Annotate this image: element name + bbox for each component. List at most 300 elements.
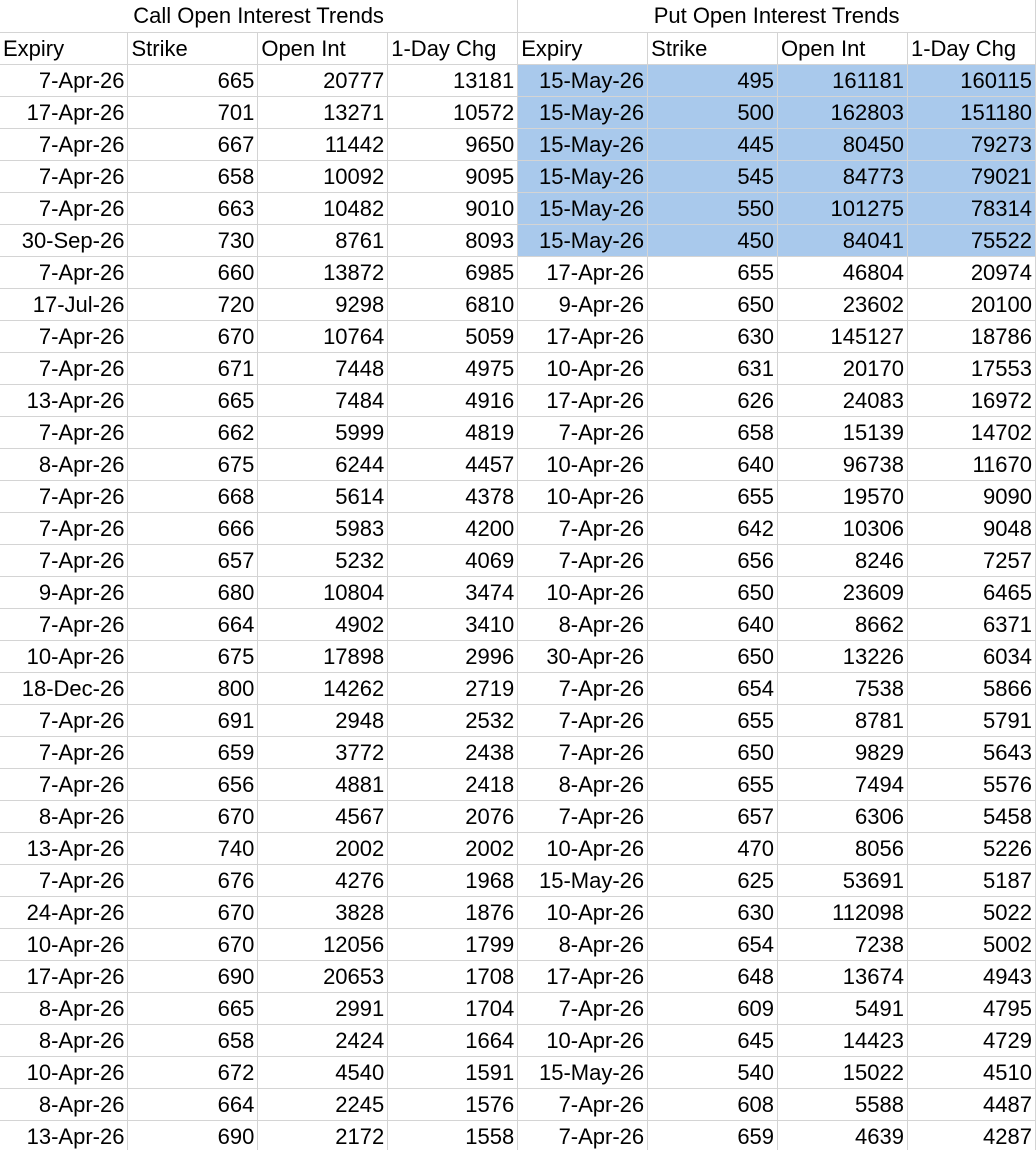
put-expiry-cell[interactable]: 15-May-26 bbox=[518, 224, 648, 256]
put-1day-chg-cell[interactable]: 151180 bbox=[907, 96, 1035, 128]
call-open-int-cell[interactable]: 4567 bbox=[258, 800, 388, 832]
call-strike-cell[interactable]: 670 bbox=[128, 800, 258, 832]
call-expiry-cell[interactable]: 7-Apr-26 bbox=[0, 128, 128, 160]
call-open-int-cell[interactable]: 3828 bbox=[258, 896, 388, 928]
put-expiry-cell[interactable]: 7-Apr-26 bbox=[518, 544, 648, 576]
call-open-int-cell[interactable]: 10092 bbox=[258, 160, 388, 192]
put-strike-cell[interactable]: 495 bbox=[648, 64, 778, 96]
call-1day-chg-cell[interactable]: 9650 bbox=[388, 128, 518, 160]
call-1day-chg-cell[interactable]: 8093 bbox=[388, 224, 518, 256]
put-1day-chg-cell[interactable]: 5226 bbox=[907, 832, 1035, 864]
put-expiry-cell[interactable]: 7-Apr-26 bbox=[518, 736, 648, 768]
call-expiry-cell[interactable]: 17-Jul-26 bbox=[0, 288, 128, 320]
put-expiry-cell[interactable]: 30-Apr-26 bbox=[518, 640, 648, 672]
put-1day-chg-cell[interactable]: 79021 bbox=[907, 160, 1035, 192]
put-1day-chg-cell[interactable]: 20100 bbox=[907, 288, 1035, 320]
put-expiry-cell[interactable]: 17-Apr-26 bbox=[518, 384, 648, 416]
header-put-strike[interactable]: Strike bbox=[648, 32, 778, 64]
put-1day-chg-cell[interactable]: 79273 bbox=[907, 128, 1035, 160]
call-expiry-cell[interactable]: 10-Apr-26 bbox=[0, 640, 128, 672]
call-open-int-cell[interactable]: 4540 bbox=[258, 1056, 388, 1088]
put-expiry-cell[interactable]: 8-Apr-26 bbox=[518, 768, 648, 800]
put-expiry-cell[interactable]: 10-Apr-26 bbox=[518, 352, 648, 384]
call-1day-chg-cell[interactable]: 4819 bbox=[388, 416, 518, 448]
put-1day-chg-cell[interactable]: 5458 bbox=[907, 800, 1035, 832]
put-open-int-cell[interactable]: 7538 bbox=[778, 672, 908, 704]
put-open-int-cell[interactable]: 5588 bbox=[778, 1088, 908, 1120]
call-open-int-cell[interactable]: 5999 bbox=[258, 416, 388, 448]
put-open-int-cell[interactable]: 13226 bbox=[778, 640, 908, 672]
call-open-int-cell[interactable]: 10764 bbox=[258, 320, 388, 352]
call-expiry-cell[interactable]: 13-Apr-26 bbox=[0, 832, 128, 864]
put-strike-cell[interactable]: 654 bbox=[648, 672, 778, 704]
put-expiry-cell[interactable]: 7-Apr-26 bbox=[518, 416, 648, 448]
call-strike-cell[interactable]: 671 bbox=[128, 352, 258, 384]
put-strike-cell[interactable]: 655 bbox=[648, 704, 778, 736]
call-strike-cell[interactable]: 666 bbox=[128, 512, 258, 544]
put-1day-chg-cell[interactable]: 14702 bbox=[907, 416, 1035, 448]
call-open-int-cell[interactable]: 5614 bbox=[258, 480, 388, 512]
call-expiry-cell[interactable]: 7-Apr-26 bbox=[0, 768, 128, 800]
put-strike-cell[interactable]: 655 bbox=[648, 768, 778, 800]
table-row bbox=[0, 96, 1036, 128]
put-open-int-cell[interactable]: 145127 bbox=[778, 320, 908, 352]
call-1day-chg-cell[interactable]: 4200 bbox=[388, 512, 518, 544]
put-open-int-cell[interactable]: 8781 bbox=[778, 704, 908, 736]
put-1day-chg-cell[interactable]: 5022 bbox=[907, 896, 1035, 928]
put-strike-cell[interactable]: 655 bbox=[648, 256, 778, 288]
put-strike-cell[interactable]: 650 bbox=[648, 640, 778, 672]
put-expiry-cell[interactable]: 10-Apr-26 bbox=[518, 1024, 648, 1056]
put-1day-chg-cell[interactable]: 78314 bbox=[907, 192, 1035, 224]
call-strike-cell[interactable]: 663 bbox=[128, 192, 258, 224]
put-open-int-cell[interactable]: 80450 bbox=[778, 128, 908, 160]
put-open-int-cell[interactable]: 20170 bbox=[778, 352, 908, 384]
put-expiry-cell[interactable]: 8-Apr-26 bbox=[518, 928, 648, 960]
call-open-int-cell[interactable]: 4881 bbox=[258, 768, 388, 800]
call-expiry-cell[interactable]: 7-Apr-26 bbox=[0, 192, 128, 224]
call-expiry-cell[interactable]: 24-Apr-26 bbox=[0, 896, 128, 928]
put-open-int-cell[interactable]: 5491 bbox=[778, 992, 908, 1024]
call-strike-cell[interactable]: 676 bbox=[128, 864, 258, 896]
put-strike-cell[interactable]: 648 bbox=[648, 960, 778, 992]
table-row bbox=[0, 160, 1036, 192]
put-expiry-cell[interactable]: 8-Apr-26 bbox=[518, 608, 648, 640]
call-1day-chg-cell[interactable]: 2076 bbox=[388, 800, 518, 832]
call-open-int-cell[interactable]: 13271 bbox=[258, 96, 388, 128]
table-row bbox=[0, 928, 1036, 960]
call-1day-chg-cell[interactable]: 4457 bbox=[388, 448, 518, 480]
call-strike-cell[interactable]: 680 bbox=[128, 576, 258, 608]
put-open-int-cell[interactable]: 46804 bbox=[778, 256, 908, 288]
call-expiry-cell[interactable]: 8-Apr-26 bbox=[0, 1024, 128, 1056]
call-strike-cell[interactable]: 672 bbox=[128, 1056, 258, 1088]
call-open-int-cell[interactable]: 3772 bbox=[258, 736, 388, 768]
put-expiry-cell[interactable]: 7-Apr-26 bbox=[518, 512, 648, 544]
call-expiry-cell[interactable]: 18-Dec-26 bbox=[0, 672, 128, 704]
table-row bbox=[0, 64, 1036, 96]
call-expiry-cell[interactable]: 7-Apr-26 bbox=[0, 480, 128, 512]
put-expiry-cell[interactable]: 7-Apr-26 bbox=[518, 672, 648, 704]
call-1day-chg-cell[interactable]: 2719 bbox=[388, 672, 518, 704]
call-1day-chg-cell[interactable]: 3474 bbox=[388, 576, 518, 608]
call-strike-cell[interactable]: 665 bbox=[128, 384, 258, 416]
call-1day-chg-cell[interactable]: 3410 bbox=[388, 608, 518, 640]
put-expiry-cell[interactable]: 7-Apr-26 bbox=[518, 800, 648, 832]
call-strike-cell[interactable]: 720 bbox=[128, 288, 258, 320]
call-open-int-cell[interactable]: 4902 bbox=[258, 608, 388, 640]
put-1day-chg-cell[interactable]: 7257 bbox=[907, 544, 1035, 576]
call-1day-chg-cell[interactable]: 1704 bbox=[388, 992, 518, 1024]
call-1day-chg-cell[interactable]: 5059 bbox=[388, 320, 518, 352]
put-expiry-cell[interactable]: 10-Apr-26 bbox=[518, 576, 648, 608]
put-strike-cell[interactable]: 545 bbox=[648, 160, 778, 192]
put-1day-chg-cell[interactable]: 4795 bbox=[907, 992, 1035, 1024]
call-expiry-cell[interactable]: 7-Apr-26 bbox=[0, 512, 128, 544]
put-strike-cell[interactable]: 540 bbox=[648, 1056, 778, 1088]
table-row bbox=[0, 1088, 1036, 1120]
put-expiry-cell[interactable]: 10-Apr-26 bbox=[518, 896, 648, 928]
call-strike-cell[interactable]: 670 bbox=[128, 896, 258, 928]
title-row bbox=[0, 0, 1036, 32]
put-strike-cell[interactable]: 608 bbox=[648, 1088, 778, 1120]
call-expiry-cell[interactable]: 7-Apr-26 bbox=[0, 64, 128, 96]
put-open-int-cell[interactable]: 15139 bbox=[778, 416, 908, 448]
call-strike-cell[interactable]: 658 bbox=[128, 160, 258, 192]
table-row bbox=[0, 832, 1036, 864]
put-expiry-cell[interactable]: 17-Apr-26 bbox=[518, 320, 648, 352]
call-1day-chg-cell[interactable]: 13181 bbox=[388, 64, 518, 96]
table-row bbox=[0, 640, 1036, 672]
call-1day-chg-cell[interactable]: 4916 bbox=[388, 384, 518, 416]
put-open-int-cell[interactable]: 15022 bbox=[778, 1056, 908, 1088]
call-1day-chg-cell[interactable]: 6985 bbox=[388, 256, 518, 288]
put-expiry-cell[interactable]: 7-Apr-26 bbox=[518, 1088, 648, 1120]
call-open-int-cell[interactable]: 6244 bbox=[258, 448, 388, 480]
put-strike-cell[interactable]: 609 bbox=[648, 992, 778, 1024]
table-row bbox=[0, 768, 1036, 800]
put-open-int-cell[interactable]: 96738 bbox=[778, 448, 908, 480]
call-1day-chg-cell[interactable]: 4069 bbox=[388, 544, 518, 576]
call-expiry-cell[interactable]: 7-Apr-26 bbox=[0, 160, 128, 192]
call-expiry-cell[interactable]: 7-Apr-26 bbox=[0, 736, 128, 768]
put-strike-cell[interactable]: 630 bbox=[648, 320, 778, 352]
call-strike-cell[interactable]: 662 bbox=[128, 416, 258, 448]
put-open-int-cell[interactable]: 8056 bbox=[778, 832, 908, 864]
call-open-int-cell[interactable]: 2991 bbox=[258, 992, 388, 1024]
put-open-int-cell[interactable]: 24083 bbox=[778, 384, 908, 416]
put-1day-chg-cell[interactable]: 11670 bbox=[907, 448, 1035, 480]
put-title-cell[interactable]: Put Open Interest Trends bbox=[518, 0, 1036, 32]
put-strike-cell[interactable]: 626 bbox=[648, 384, 778, 416]
put-1day-chg-cell[interactable]: 160115 bbox=[907, 64, 1035, 96]
call-strike-cell[interactable]: 701 bbox=[128, 96, 258, 128]
call-1day-chg-cell[interactable]: 1799 bbox=[388, 928, 518, 960]
call-expiry-cell[interactable]: 13-Apr-26 bbox=[0, 384, 128, 416]
call-title-cell[interactable]: Call Open Interest Trends bbox=[0, 0, 518, 32]
put-open-int-cell[interactable]: 7238 bbox=[778, 928, 908, 960]
call-open-int-cell[interactable]: 20653 bbox=[258, 960, 388, 992]
put-strike-cell[interactable]: 654 bbox=[648, 928, 778, 960]
put-open-int-cell[interactable]: 23609 bbox=[778, 576, 908, 608]
call-open-int-cell[interactable]: 14262 bbox=[258, 672, 388, 704]
call-strike-cell[interactable]: 656 bbox=[128, 768, 258, 800]
call-strike-cell[interactable]: 740 bbox=[128, 832, 258, 864]
call-expiry-cell[interactable]: 30-Sep-26 bbox=[0, 224, 128, 256]
call-strike-cell[interactable]: 690 bbox=[128, 960, 258, 992]
call-strike-cell[interactable]: 668 bbox=[128, 480, 258, 512]
table-row bbox=[0, 1024, 1036, 1056]
call-1day-chg-cell[interactable]: 9095 bbox=[388, 160, 518, 192]
call-open-int-cell[interactable]: 2424 bbox=[258, 1024, 388, 1056]
call-expiry-cell[interactable]: 10-Apr-26 bbox=[0, 928, 128, 960]
table-row bbox=[0, 416, 1036, 448]
put-expiry-cell[interactable]: 7-Apr-26 bbox=[518, 704, 648, 736]
call-strike-cell[interactable]: 670 bbox=[128, 928, 258, 960]
put-expiry-cell[interactable]: 17-Apr-26 bbox=[518, 256, 648, 288]
call-expiry-cell[interactable]: 8-Apr-26 bbox=[0, 800, 128, 832]
put-open-int-cell[interactable]: 8246 bbox=[778, 544, 908, 576]
call-open-int-cell[interactable]: 2948 bbox=[258, 704, 388, 736]
put-expiry-cell[interactable]: 15-May-26 bbox=[518, 1056, 648, 1088]
put-strike-cell[interactable]: 445 bbox=[648, 128, 778, 160]
call-open-int-cell[interactable]: 10804 bbox=[258, 576, 388, 608]
call-1day-chg-cell[interactable]: 1708 bbox=[388, 960, 518, 992]
call-open-int-cell[interactable]: 17898 bbox=[258, 640, 388, 672]
header-call-strike[interactable]: Strike bbox=[128, 32, 258, 64]
put-expiry-cell[interactable]: 10-Apr-26 bbox=[518, 832, 648, 864]
call-expiry-cell[interactable]: 9-Apr-26 bbox=[0, 576, 128, 608]
call-strike-cell[interactable]: 664 bbox=[128, 608, 258, 640]
call-expiry-cell[interactable]: 7-Apr-26 bbox=[0, 704, 128, 736]
call-strike-cell[interactable]: 660 bbox=[128, 256, 258, 288]
call-1day-chg-cell[interactable]: 1876 bbox=[388, 896, 518, 928]
call-expiry-cell[interactable]: 8-Apr-26 bbox=[0, 448, 128, 480]
put-strike-cell[interactable]: 650 bbox=[648, 288, 778, 320]
call-open-int-cell[interactable]: 2245 bbox=[258, 1088, 388, 1120]
call-1day-chg-cell[interactable]: 2996 bbox=[388, 640, 518, 672]
call-strike-cell[interactable]: 691 bbox=[128, 704, 258, 736]
put-strike-cell[interactable]: 500 bbox=[648, 96, 778, 128]
put-open-int-cell[interactable]: 6306 bbox=[778, 800, 908, 832]
put-1day-chg-cell[interactable]: 18786 bbox=[907, 320, 1035, 352]
put-strike-cell[interactable]: 650 bbox=[648, 576, 778, 608]
put-open-int-cell[interactable]: 84041 bbox=[778, 224, 908, 256]
put-open-int-cell[interactable]: 19570 bbox=[778, 480, 908, 512]
put-open-int-cell[interactable]: 13674 bbox=[778, 960, 908, 992]
put-1day-chg-cell[interactable]: 17553 bbox=[907, 352, 1035, 384]
call-strike-cell[interactable]: 657 bbox=[128, 544, 258, 576]
put-strike-cell[interactable]: 625 bbox=[648, 864, 778, 896]
put-1day-chg-cell[interactable]: 5002 bbox=[907, 928, 1035, 960]
put-1day-chg-cell[interactable]: 6371 bbox=[907, 608, 1035, 640]
call-open-int-cell[interactable]: 11442 bbox=[258, 128, 388, 160]
put-strike-cell[interactable]: 631 bbox=[648, 352, 778, 384]
call-1day-chg-cell[interactable]: 6810 bbox=[388, 288, 518, 320]
call-strike-cell[interactable]: 665 bbox=[128, 992, 258, 1024]
put-1day-chg-cell[interactable]: 75522 bbox=[907, 224, 1035, 256]
put-expiry-cell[interactable]: 15-May-26 bbox=[518, 64, 648, 96]
table-row bbox=[0, 864, 1036, 896]
put-open-int-cell[interactable]: 112098 bbox=[778, 896, 908, 928]
call-1day-chg-cell[interactable]: 10572 bbox=[388, 96, 518, 128]
put-strike-cell[interactable]: 470 bbox=[648, 832, 778, 864]
header-put-open-int[interactable]: Open Int bbox=[778, 32, 908, 64]
call-expiry-cell[interactable]: 8-Apr-26 bbox=[0, 992, 128, 1024]
call-expiry-cell[interactable]: 7-Apr-26 bbox=[0, 544, 128, 576]
put-strike-cell[interactable]: 645 bbox=[648, 1024, 778, 1056]
put-open-int-cell[interactable]: 161181 bbox=[778, 64, 908, 96]
put-expiry-cell[interactable]: 15-May-26 bbox=[518, 864, 648, 896]
table-row bbox=[0, 800, 1036, 832]
call-1day-chg-cell[interactable]: 9010 bbox=[388, 192, 518, 224]
put-strike-cell[interactable]: 630 bbox=[648, 896, 778, 928]
call-strike-cell[interactable]: 665 bbox=[128, 64, 258, 96]
put-1day-chg-cell[interactable]: 4729 bbox=[907, 1024, 1035, 1056]
header-put-expiry[interactable]: Expiry bbox=[518, 32, 648, 64]
put-1day-chg-cell[interactable]: 6034 bbox=[907, 640, 1035, 672]
call-open-int-cell[interactable]: 2002 bbox=[258, 832, 388, 864]
put-1day-chg-cell[interactable]: 16972 bbox=[907, 384, 1035, 416]
table-row bbox=[0, 896, 1036, 928]
header-call-open-int[interactable]: Open Int bbox=[258, 32, 388, 64]
call-1day-chg-cell[interactable]: 2438 bbox=[388, 736, 518, 768]
call-expiry-cell[interactable]: 17-Apr-26 bbox=[0, 96, 128, 128]
put-expiry-cell[interactable]: 17-Apr-26 bbox=[518, 960, 648, 992]
call-strike-cell[interactable]: 730 bbox=[128, 224, 258, 256]
call-1day-chg-cell[interactable]: 1968 bbox=[388, 864, 518, 896]
put-strike-cell[interactable]: 655 bbox=[648, 480, 778, 512]
put-open-int-cell[interactable]: 14423 bbox=[778, 1024, 908, 1056]
header-call-expiry[interactable]: Expiry bbox=[0, 32, 128, 64]
put-strike-cell[interactable]: 659 bbox=[648, 1120, 778, 1150]
call-strike-cell[interactable]: 659 bbox=[128, 736, 258, 768]
put-open-int-cell[interactable]: 162803 bbox=[778, 96, 908, 128]
put-1day-chg-cell[interactable]: 4287 bbox=[907, 1120, 1035, 1150]
put-1day-chg-cell[interactable]: 5866 bbox=[907, 672, 1035, 704]
header-call-1day-chg[interactable]: 1-Day Chg bbox=[388, 32, 518, 64]
header-put-1day-chg[interactable]: 1-Day Chg bbox=[907, 32, 1035, 64]
put-1day-chg-cell[interactable]: 5576 bbox=[907, 768, 1035, 800]
put-strike-cell[interactable]: 550 bbox=[648, 192, 778, 224]
call-expiry-cell[interactable]: 10-Apr-26 bbox=[0, 1056, 128, 1088]
call-expiry-cell[interactable]: 17-Apr-26 bbox=[0, 960, 128, 992]
put-strike-cell[interactable]: 640 bbox=[648, 448, 778, 480]
put-open-int-cell[interactable]: 84773 bbox=[778, 160, 908, 192]
call-expiry-cell[interactable]: 7-Apr-26 bbox=[0, 352, 128, 384]
put-expiry-cell[interactable]: 10-Apr-26 bbox=[518, 448, 648, 480]
call-1day-chg-cell[interactable]: 1558 bbox=[388, 1120, 518, 1150]
call-1day-chg-cell[interactable]: 4378 bbox=[388, 480, 518, 512]
put-expiry-cell[interactable]: 15-May-26 bbox=[518, 192, 648, 224]
put-expiry-cell[interactable]: 10-Apr-26 bbox=[518, 480, 648, 512]
table-row bbox=[0, 608, 1036, 640]
call-expiry-cell[interactable]: 7-Apr-26 bbox=[0, 320, 128, 352]
table-row bbox=[0, 1120, 1036, 1150]
put-1day-chg-cell[interactable]: 5187 bbox=[907, 864, 1035, 896]
call-1day-chg-cell[interactable]: 1576 bbox=[388, 1088, 518, 1120]
put-expiry-cell[interactable]: 15-May-26 bbox=[518, 128, 648, 160]
call-strike-cell[interactable]: 675 bbox=[128, 448, 258, 480]
call-1day-chg-cell[interactable]: 2418 bbox=[388, 768, 518, 800]
call-1day-chg-cell[interactable]: 2532 bbox=[388, 704, 518, 736]
put-strike-cell[interactable]: 650 bbox=[648, 736, 778, 768]
put-1day-chg-cell[interactable]: 4943 bbox=[907, 960, 1035, 992]
put-open-int-cell[interactable]: 10306 bbox=[778, 512, 908, 544]
put-open-int-cell[interactable]: 7494 bbox=[778, 768, 908, 800]
call-strike-cell[interactable]: 667 bbox=[128, 128, 258, 160]
call-open-int-cell[interactable]: 7448 bbox=[258, 352, 388, 384]
call-open-int-cell[interactable]: 4276 bbox=[258, 864, 388, 896]
call-expiry-cell[interactable]: 7-Apr-26 bbox=[0, 416, 128, 448]
call-1day-chg-cell[interactable]: 1664 bbox=[388, 1024, 518, 1056]
put-strike-cell[interactable]: 657 bbox=[648, 800, 778, 832]
put-open-int-cell[interactable]: 101275 bbox=[778, 192, 908, 224]
call-1day-chg-cell[interactable]: 2002 bbox=[388, 832, 518, 864]
put-1day-chg-cell[interactable]: 4510 bbox=[907, 1056, 1035, 1088]
put-open-int-cell[interactable]: 23602 bbox=[778, 288, 908, 320]
put-open-int-cell[interactable]: 4639 bbox=[778, 1120, 908, 1150]
call-open-int-cell[interactable]: 9298 bbox=[258, 288, 388, 320]
call-1day-chg-cell[interactable]: 4975 bbox=[388, 352, 518, 384]
call-strike-cell[interactable]: 800 bbox=[128, 672, 258, 704]
call-expiry-cell[interactable]: 7-Apr-26 bbox=[0, 256, 128, 288]
table-row bbox=[0, 288, 1036, 320]
put-expiry-cell[interactable]: 7-Apr-26 bbox=[518, 1120, 648, 1150]
put-expiry-cell[interactable]: 15-May-26 bbox=[518, 96, 648, 128]
put-1day-chg-cell[interactable]: 5791 bbox=[907, 704, 1035, 736]
call-strike-cell[interactable]: 658 bbox=[128, 1024, 258, 1056]
put-strike-cell[interactable]: 658 bbox=[648, 416, 778, 448]
put-1day-chg-cell[interactable]: 5643 bbox=[907, 736, 1035, 768]
put-open-int-cell[interactable]: 8662 bbox=[778, 608, 908, 640]
put-1day-chg-cell[interactable]: 4487 bbox=[907, 1088, 1035, 1120]
call-expiry-cell[interactable]: 7-Apr-26 bbox=[0, 608, 128, 640]
call-expiry-cell[interactable]: 7-Apr-26 bbox=[0, 864, 128, 896]
put-expiry-cell[interactable]: 9-Apr-26 bbox=[518, 288, 648, 320]
put-open-int-cell[interactable]: 9829 bbox=[778, 736, 908, 768]
call-open-int-cell[interactable]: 12056 bbox=[258, 928, 388, 960]
put-1day-chg-cell[interactable]: 6465 bbox=[907, 576, 1035, 608]
call-open-int-cell[interactable]: 13872 bbox=[258, 256, 388, 288]
table-row bbox=[0, 576, 1036, 608]
call-open-int-cell[interactable]: 7484 bbox=[258, 384, 388, 416]
call-strike-cell[interactable]: 690 bbox=[128, 1120, 258, 1150]
put-1day-chg-cell[interactable]: 9048 bbox=[907, 512, 1035, 544]
put-1day-chg-cell[interactable]: 9090 bbox=[907, 480, 1035, 512]
put-strike-cell[interactable]: 450 bbox=[648, 224, 778, 256]
call-strike-cell[interactable]: 670 bbox=[128, 320, 258, 352]
call-open-int-cell[interactable]: 8761 bbox=[258, 224, 388, 256]
put-strike-cell[interactable]: 642 bbox=[648, 512, 778, 544]
call-open-int-cell[interactable]: 20777 bbox=[258, 64, 388, 96]
call-open-int-cell[interactable]: 10482 bbox=[258, 192, 388, 224]
call-open-int-cell[interactable]: 5983 bbox=[258, 512, 388, 544]
put-strike-cell[interactable]: 656 bbox=[648, 544, 778, 576]
put-open-int-cell[interactable]: 53691 bbox=[778, 864, 908, 896]
call-strike-cell[interactable]: 664 bbox=[128, 1088, 258, 1120]
put-expiry-cell[interactable]: 7-Apr-26 bbox=[518, 992, 648, 1024]
call-1day-chg-cell[interactable]: 1591 bbox=[388, 1056, 518, 1088]
put-strike-cell[interactable]: 640 bbox=[648, 608, 778, 640]
call-open-int-cell[interactable]: 5232 bbox=[258, 544, 388, 576]
put-1day-chg-cell[interactable]: 20974 bbox=[907, 256, 1035, 288]
call-strike-cell[interactable]: 675 bbox=[128, 640, 258, 672]
call-expiry-cell[interactable]: 8-Apr-26 bbox=[0, 1088, 128, 1120]
call-open-int-cell[interactable]: 2172 bbox=[258, 1120, 388, 1150]
call-expiry-cell[interactable]: 13-Apr-26 bbox=[0, 1120, 128, 1150]
put-expiry-cell[interactable]: 15-May-26 bbox=[518, 160, 648, 192]
